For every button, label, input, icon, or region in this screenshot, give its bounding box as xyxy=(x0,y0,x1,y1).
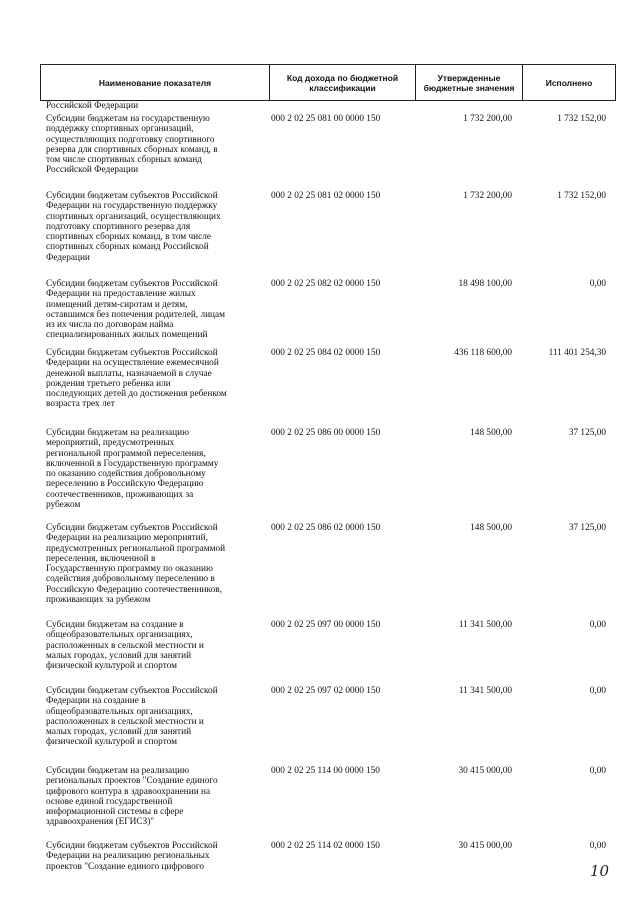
row-code: 000 2 02 25 114 02 0000 150 xyxy=(271,841,380,851)
continuation-text: Российской Федерации xyxy=(46,101,139,111)
row-name-line: осуществляющих подготовку спортивного xyxy=(46,134,215,145)
row-name-line: Субсидии бюджетам субъектов Российской xyxy=(46,348,218,358)
row-code: 000 2 02 25 084 02 0000 150 xyxy=(271,348,381,358)
row-approved: 436 118 600,00 xyxy=(454,348,512,358)
row-name-line: возраста трех лет xyxy=(46,399,115,410)
row-name-line: здравоохранения (ЕГИСЗ)" xyxy=(46,817,155,828)
row-name-line: Федерации на создание в xyxy=(46,696,146,707)
row-name-line: предусмотренных региональной программой xyxy=(46,543,226,554)
row-approved: 11 341 500,00 xyxy=(458,686,512,696)
row-name-line: содействия добровольному переселению в xyxy=(46,574,215,585)
row-name-line: общеобразовательных организациях, xyxy=(46,630,193,641)
row-name-line: расположенных в сельской местности и xyxy=(46,716,204,727)
row-name-line: физической культурой и спортом xyxy=(46,737,178,748)
row-name-line: Субсидии бюджетам на реализацию xyxy=(46,766,190,776)
row-name xyxy=(46,191,268,263)
row-code: 000 2 02 25 086 00 0000 150 xyxy=(271,428,381,438)
row-name xyxy=(46,620,268,671)
row-executed: 0,00 xyxy=(589,620,606,630)
row-code: 000 2 02 25 097 02 0000 150 xyxy=(271,686,381,696)
row-executed: 0,00 xyxy=(589,766,606,776)
row-name-line: том числе спортивных сборных команд xyxy=(46,155,203,166)
row-code: 000 2 02 25 081 00 0000 150 xyxy=(271,114,381,124)
row-name-line: Федерации на реализацию региональных xyxy=(46,851,210,862)
row-name xyxy=(46,428,268,510)
row-name-line: цифрового контура в здравоохранении на xyxy=(46,786,211,797)
row-executed: 0,00 xyxy=(589,841,606,851)
header-approved: Утвержденные бюджетные значения xyxy=(416,65,523,101)
row-name-line: переселения, включенной в xyxy=(46,553,156,564)
row-name-line: Российскую Федерацию соотечественников, xyxy=(46,584,222,595)
row-name-line: Субсидии бюджетам субъектов Российской xyxy=(46,523,218,533)
row-name-line: Федерации xyxy=(46,252,90,263)
row-code: 000 2 02 25 114 00 0000 150 xyxy=(271,766,380,776)
row-name-line: Федерации на предоставление жилых xyxy=(46,289,196,300)
row-name-line: проживающих за рубежом xyxy=(46,595,151,606)
row-name-line: Субсидии бюджетам субъектов Российской xyxy=(46,279,218,289)
row-name-line: спортивных сборных команд Российской xyxy=(46,242,209,253)
row-name-line: последующих детей до достижения ребенком xyxy=(46,389,227,400)
row-name xyxy=(46,523,268,605)
row-name-line: Субсидии бюджетам субъектов Российской xyxy=(46,191,218,201)
row-name-line: общеобразовательных организациях, xyxy=(46,706,193,717)
row-name-line: по оказанию содействия добровольному xyxy=(46,469,206,480)
row-approved: 148 500,00 xyxy=(470,428,512,438)
row-approved: 148 500,00 xyxy=(470,523,512,533)
row-executed: 111 401 254,30 xyxy=(548,348,606,358)
row-approved: 1 732 200,00 xyxy=(463,191,512,201)
row-name-line: соотечественников, проживающих за xyxy=(46,489,194,500)
row-name-line: физической культурой и спортом xyxy=(46,661,178,672)
row-name xyxy=(46,841,268,872)
row-name-line: резерва для спортивных сборных команд, в xyxy=(46,144,218,155)
row-name-line: рождения третьего ребенка или xyxy=(46,378,171,389)
row-name-line: Субсидии бюджетам на создание в xyxy=(46,620,184,630)
row-code: 000 2 02 25 081 02 0000 150 xyxy=(271,191,381,201)
row-name-line: специализированных жилых помещений xyxy=(46,330,208,341)
row-name-line: Государственную программу по оказанию xyxy=(46,564,213,575)
row-code: 000 2 02 25 097 00 0000 150 xyxy=(271,620,381,630)
header-name: Наименование показателя xyxy=(41,65,270,101)
row-name-line: денежной выплаты, назначаемой в случае xyxy=(46,368,212,379)
row-name-line: Федерации на реализацию мероприятий, xyxy=(46,533,208,544)
row-name-line: Субсидии бюджетам на реализацию xyxy=(46,428,190,438)
row-name xyxy=(46,686,268,748)
row-name xyxy=(46,279,268,341)
row-code: 000 2 02 25 086 02 0000 150 xyxy=(271,523,381,533)
row-executed: 0,00 xyxy=(589,279,606,289)
row-name-line: малых городах, условий для занятий xyxy=(46,650,192,661)
row-name-line: региональной программой переселения, xyxy=(46,448,206,459)
row-name-line: мероприятий, предусмотренных xyxy=(46,438,175,449)
row-name-line: малых городах, условий для занятий xyxy=(46,727,192,738)
row-name-line: включенной в Государственную программу xyxy=(46,458,219,469)
row-executed: 1 732 152,00 xyxy=(557,191,606,201)
row-name-line: основе единой государственной xyxy=(46,796,173,807)
row-name-line: спортивных организаций, осуществляющих xyxy=(46,211,221,222)
row-name-line: расположенных в сельской местности и xyxy=(46,640,204,651)
row-name-line: оставшимся без попечения родителей, лицам xyxy=(46,309,226,320)
row-approved: 18 498 100,00 xyxy=(458,279,512,289)
row-name xyxy=(46,348,268,410)
row-name-line: Субсидии бюджетам на государственную xyxy=(46,114,210,124)
page-number: 10 xyxy=(590,862,610,880)
row-name-line: Федерации на осуществление ежемесячной xyxy=(46,358,219,369)
row-name xyxy=(46,766,268,828)
table-header xyxy=(40,64,616,101)
row-name-line: Субсидии бюджетам субъектов Российской xyxy=(46,686,218,696)
row-approved: 11 341 500,00 xyxy=(458,620,512,630)
row-executed: 37 125,00 xyxy=(568,428,606,438)
header-code: Код дохода по бюджетной классификации xyxy=(270,65,416,101)
row-name-line: поддержку спортивных организаций, xyxy=(46,124,194,135)
row-executed: 37 125,00 xyxy=(568,523,606,533)
row-name-line: рубежом xyxy=(46,500,81,511)
row-name-line: переселению в Российскую Федерацию xyxy=(46,479,204,490)
row-executed: 0,00 xyxy=(589,686,606,696)
row-name-line: спортивных сборных команд, в том числе xyxy=(46,232,212,243)
row-executed: 1 732 152,00 xyxy=(557,114,606,124)
row-approved: 1 732 200,00 xyxy=(463,114,512,124)
row-name xyxy=(46,114,268,176)
row-name-line: информационной системы в сфере xyxy=(46,807,184,818)
row-name-line: Российской Федерации xyxy=(46,165,139,176)
row-name-line: проектов "Создание единого цифрового xyxy=(46,861,204,872)
row-name-line: подготовку спортивного резерва для xyxy=(46,221,191,232)
row-approved: 30 415 000,00 xyxy=(458,766,512,776)
row-name-line: помещений детям-сиротам и детям, xyxy=(46,299,188,310)
row-name-line: из их числа по договорам найма xyxy=(46,320,174,331)
row-name-line: региональных проектов "Создание единого xyxy=(46,776,218,787)
row-name-line: Федерации на государственную поддержку xyxy=(46,201,218,212)
row-code: 000 2 02 25 082 02 0000 150 xyxy=(271,279,381,289)
row-approved: 30 415 000,00 xyxy=(458,841,512,851)
header-executed: Исполнено xyxy=(523,65,616,101)
row-name-line: Субсидии бюджетам субъектов Российской xyxy=(46,841,218,851)
